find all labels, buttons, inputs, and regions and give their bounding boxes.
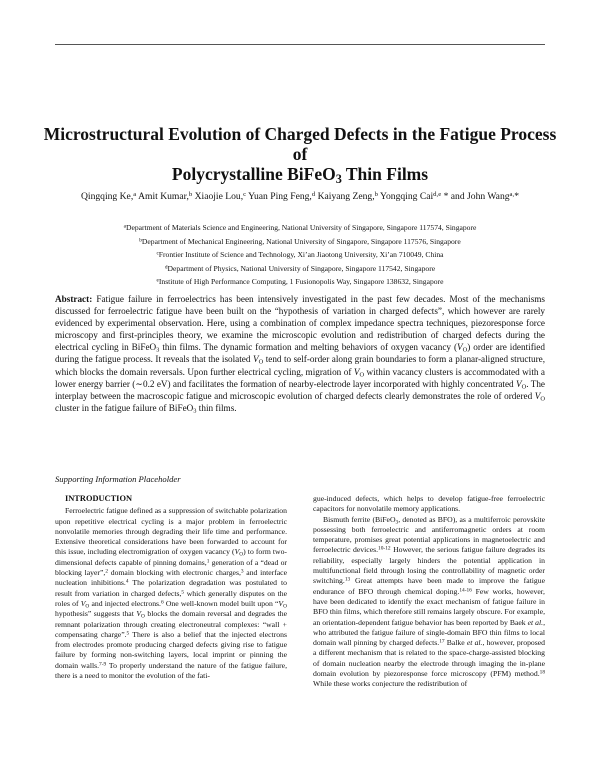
paragraph: Bismuth ferrite (BiFeO$_3$, denoted as BFO), as a multiferroic perovskite possessing both ferroelectric and antiferromagnetic orders at room temperature, promises great potential applications in magnetoelectric and ferroelectric devices.$^{10-12}$ However, the serious fatigue failure degrades its reliability, especially largely hinders the potential application in multifunctional field through losing the controllability of magnetic order switching.$^{13}$ Great attempts have been made to improve the fatigue endurance of BFO through chemical doping.$^{14-16}$ Few works, however, have been dedicated to identify the exact mechanism of fatigue failure in BFO thin films, which therefore still remains largely obscure. For example, an orientation-dependent fatigue behavior has been reported by Baek et al., who attributed the fatigue failure of single-domain BFO thin films to local domain wall pinning by charged defects.$^{17}$ Balke et al., however, proposed a different mechanism that is related to the space-charge-assisted blocking of domain nucleation nearby the electrode through imaging the in-plane domain evolution by piezoresponse force microscopy (PFM) method.$^{18}$ While these works conjecture the redistribution of [313,514,546,689]
author: Xiaojie Lou, [192,191,244,202]
paragraph: Ferroelectric fatigue defined as a suppression of switchable polarization upon repetitive electrical cycling is a major problem in ferroelectric nonvolatile memories through degrading their life time and performance. Extensive theoretical considerations have been forwarded to account for this issue, including electromigration of oxygen vacancy $(V_O)$ to form two-dimensional defects capable of pinning domains,$^1$ generation of a “dead or blocking layer”,$^2$ domain blocking with electronic charges,$^3$ and interface nucleation inhibitions.$^4$ The polarization degradation was postulated to result from variation in charged defects,$^5$ which generally disputes on the roles of $V_O$ and injected electrons.$^6$ One well-known model built upon “$V_O$ hypothesis” suggests that $V_O$ blocks the domain reversal and degrades the remnant polarization through creating electroneutral complexes: “wall + compensating charge”.$^5$ There is also a belief that the injected electrons from electrodes promote producing charged defects giving rise to fatigue failure by forming non-switching layers, local imprint or pinning the domain walls.$^{7-9}$ To properly understand the nature of the fatigue failure, there is a need to monitor the evolution of the fati- [55,506,288,681]
column-left [55,494,287,681]
affiliation: $^b$Department of Mechanical Engineering, National University of Singapore, Singapore 117576, Singapore [139,236,461,246]
author-list: Qingqing Ke,$^a$ Amit Kumar,$^b$ Xiaojie Lou,$^c$ Yuan Ping Feng,$^d$ Kaiyang Zeng,$^b$ Yongqing Cai$^{d,e}$ * and John Wang$^{a,}$* [80,190,520,202]
abstract-label: Abstract: [55,294,93,304]
abstract: Abstract: Fatigue failure in ferroelectrics has been intensively investigated in the past few decades. Most of the mechanisms discussed for ferroelectric fatigue have been built on the “hypothesis of variation in charged defects”, which however are rarely evidenced by experimental observation. Here, using a combination of complex impedance spectra techniques, piezoresponse force microscopy and first-principles theory, we examine the microscopic evolution and redistribution of charged defects during the electrical cycling in BiFeO$_3$ thin films. The dynamic formation and melting behaviors of oxygen vacancy $(V_O)$ order are identified during the fatigue process. It reveals that the isolated $V_O$ tend to self-order along grain boundaries to form a planar-aligned structure, which blocks the domain reversals. Upon further electrical cycling, migration of $V_O$ within vacancy clusters is accommodated with a lower energy barrier (∼0.2 eV) and facilitates the formation of nearby-electrode layer incorporated with highly concentrated $V_O$. The interplay between the macroscopic fatigue and microscopic evolution of charged defects clearly demonstrates the role of ordered $V_O$ cluster in the fatigue failure of BiFeO$_3$ thin films. [55,294,546,415]
affiliation: $^d$Department of Physics, National University of Singapore, Singapore 117542, Singapore [164,263,436,273]
author: * and John Wang [441,191,510,202]
paper-title [40,124,560,187]
affiliation: $^a$Department of Materials Science and Engineering, National University of Singapore, Singapore 117574, Singapore [123,223,477,232]
section-heading: INTRODUCTION [65,494,133,503]
author: Amit Kumar, [136,191,189,202]
supporting-info-placeholder: Supporting Information Placeholder [55,474,181,484]
paragraph: gue-induced defects, which helps to develop fatigue-free ferroelectric capacitors for nonvolatile memory applications. [313,494,545,514]
author: Kaiyang Zeng, [315,191,375,202]
title-line-1: Microstructural Evolution of Charged Defects in the Fatigue Process of [43,124,557,164]
author: Yuan Ping Feng, [246,191,312,202]
column-right [313,494,545,690]
affiliation-list [40,221,560,289]
affiliation: $^e$Institute of High Performance Computing, 1 Fusionopolis Way, Singapore 138632, Singapore [156,277,444,287]
author-star: * [514,191,520,202]
author: Yongqing Cai [377,191,434,202]
affiliation: $^c$Frontier Institute of Science and Technology, Xi’an Jiaotong University, Xi’an 710049, China [156,250,444,260]
header-rule [55,44,545,45]
title-line-2: Polycrystalline BiFeO$_3$ Thin Films [171,164,429,187]
author: Qingqing Ke, [80,191,134,202]
